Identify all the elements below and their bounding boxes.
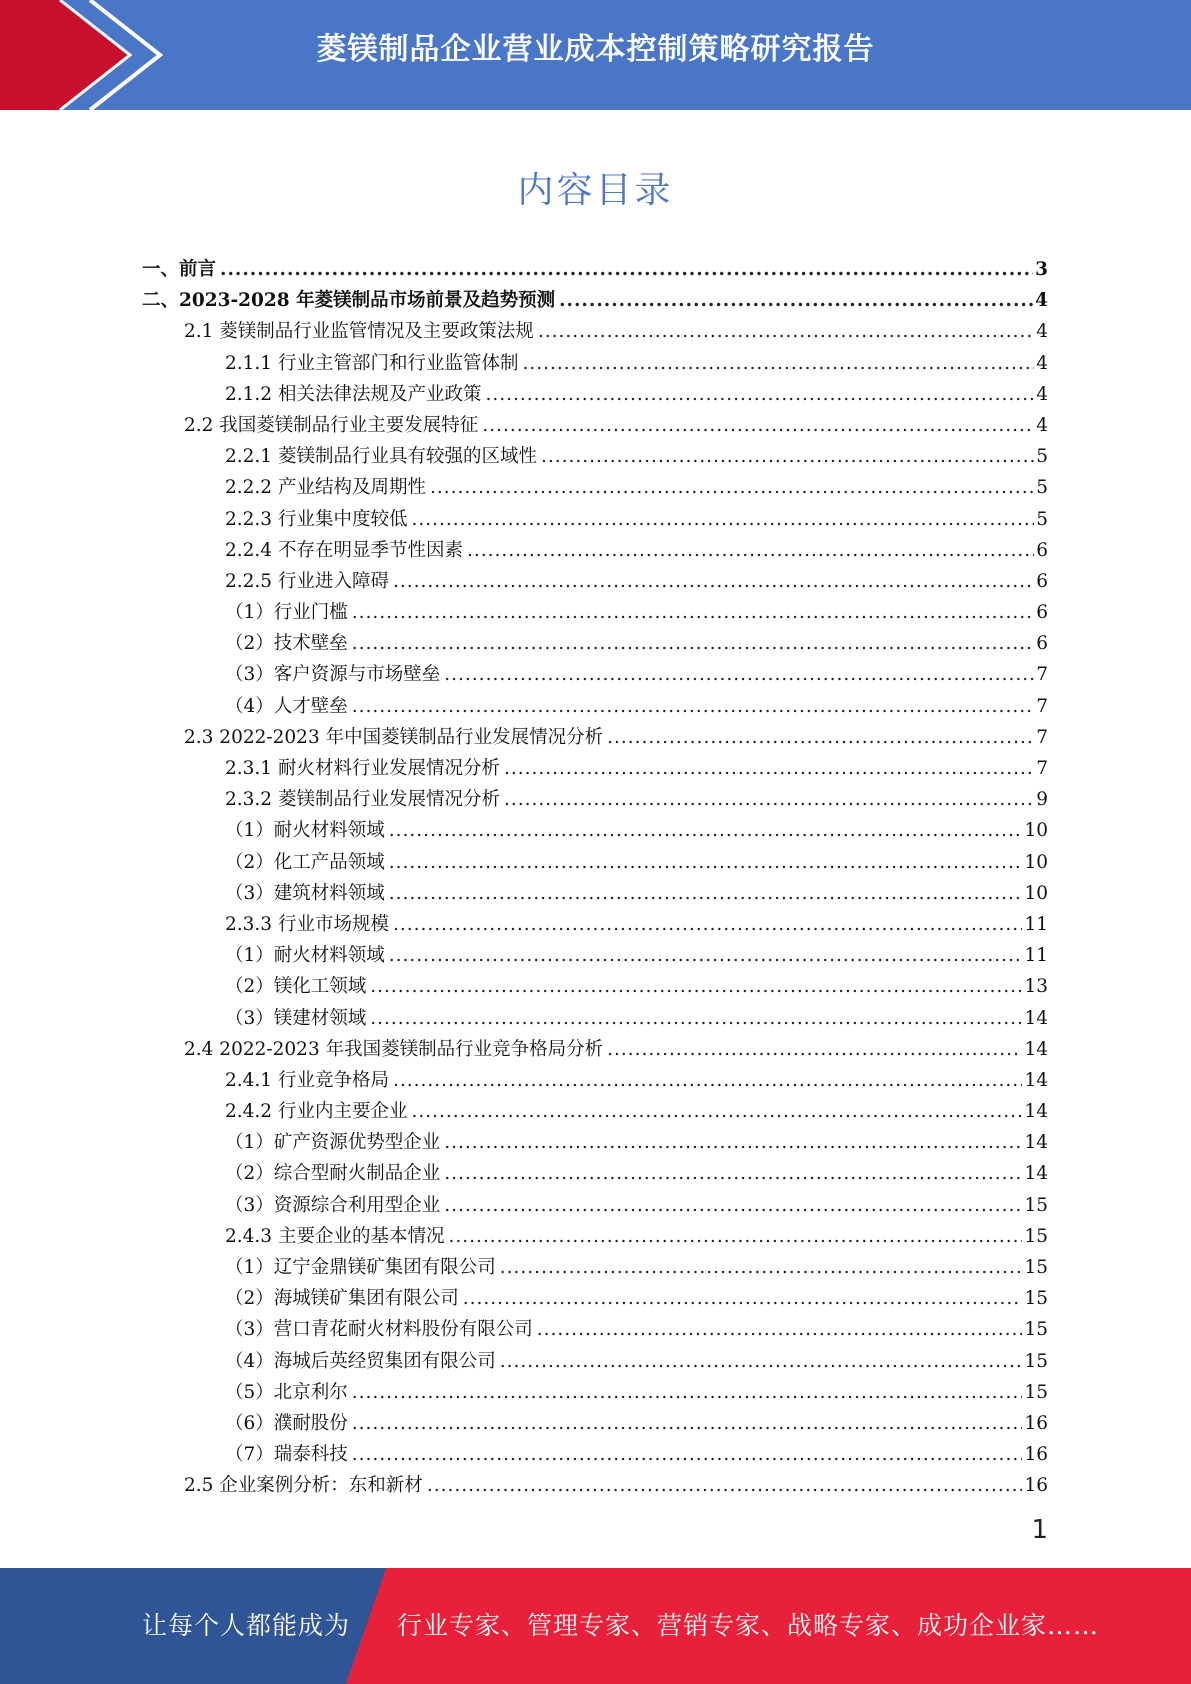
toc-entry-title: （2）综合型耐火制品企业: [225, 1163, 441, 1185]
toc-entry[interactable]: [142, 410, 1048, 441]
toc-leader-dots: [389, 815, 1023, 846]
toc-entry-page: 5: [1036, 477, 1048, 499]
toc-entry-title: （1）矿产资源优势型企业: [225, 1132, 441, 1154]
toc-entry-title: （7）瑞泰科技: [225, 1444, 348, 1466]
toc-entry-title: 2.3 2022-2023 年中国菱镁制品行业发展情况分析: [184, 726, 604, 748]
toc-entry-title: （4）人才壁垒: [225, 695, 348, 717]
toc-entry[interactable]: [142, 597, 1048, 628]
toc-entry-title: （5）北京利尔: [225, 1381, 348, 1403]
toc-leader-dots: [485, 379, 1034, 410]
toc-entry-page: 5: [1036, 508, 1048, 530]
toc-entry[interactable]: [142, 316, 1048, 347]
toc-entry-title: （1）行业门槛: [225, 602, 348, 624]
toc-leader-dots: [444, 1190, 1022, 1221]
toc-leader-dots: [370, 971, 1022, 1002]
toc-leader-dots: [444, 1158, 1022, 1189]
page-header: [0, 0, 1191, 110]
toc-entry[interactable]: [142, 535, 1048, 566]
toc-entry-title: （4）海城后英经贸集团有限公司: [225, 1350, 496, 1372]
toc-leader-dots: [352, 1439, 1023, 1470]
toc-entry-page: 3: [1035, 259, 1048, 280]
toc-entry-title: 2.2.3 行业集中度较低: [225, 508, 408, 530]
toc-entry-page: 16: [1024, 1412, 1048, 1434]
toc-leader-dots: [444, 659, 1034, 690]
toc-entry-title: （2）镁化工领域: [225, 976, 367, 998]
toc-entry-page: 16: [1024, 1475, 1048, 1497]
toc-entry[interactable]: [142, 1127, 1048, 1158]
toc-leader-dots: [352, 691, 1034, 722]
toc-leader-dots: [389, 940, 1023, 971]
toc-entry[interactable]: [142, 504, 1048, 535]
toc-leader-dots: [467, 535, 1034, 566]
report-title: 菱镁制品企业营业成本控制策略研究报告: [316, 32, 875, 67]
toc-leader-dots: [352, 1408, 1023, 1439]
toc-entry[interactable]: [142, 1096, 1048, 1127]
toc-entry-page: 9: [1036, 789, 1048, 811]
toc-leader-dots: [607, 1034, 1022, 1065]
toc-entry-title: 2.2.4 不存在明显季节性因素: [225, 539, 463, 561]
toc-entry-page: 4: [1036, 352, 1048, 374]
toc-entry[interactable]: [142, 1408, 1048, 1439]
toc-entry[interactable]: [142, 784, 1048, 815]
toc-entry-title: （1）辽宁金鼎镁矿集团有限公司: [225, 1257, 496, 1278]
toc-entry[interactable]: [142, 815, 1048, 846]
toc-entry[interactable]: [142, 971, 1048, 1002]
toc-entry-title: 二、2023-2028 年菱镁制品市场前景及趋势预测: [142, 290, 556, 312]
toc-entry-page: 6: [1036, 633, 1048, 655]
toc-leader-dots: [427, 1470, 1023, 1501]
toc-entry[interactable]: [142, 1065, 1048, 1096]
toc-leader-dots: [482, 410, 1034, 441]
toc-leader-dots: [444, 1127, 1022, 1158]
toc-entry[interactable]: [142, 940, 1048, 971]
toc-entry[interactable]: [142, 566, 1048, 597]
toc-entry-page: 10: [1024, 882, 1048, 904]
toc-entry-page: 15: [1024, 1288, 1048, 1310]
toc-entry-title: 2.4 2022-2023 年我国菱镁制品行业竞争格局分析: [184, 1038, 604, 1060]
page-footer: [0, 1568, 1191, 1684]
toc-entry-page: 14: [1024, 1132, 1048, 1154]
toc-entry[interactable]: [142, 441, 1048, 472]
toc-leader-dots: [411, 504, 1034, 535]
toc-entry[interactable]: [142, 1314, 1048, 1345]
toc-entry[interactable]: [142, 1221, 1048, 1252]
toc-entry-page: 14: [1024, 1163, 1048, 1185]
toc-entry-page: 6: [1036, 570, 1048, 592]
toc-entry[interactable]: [142, 1346, 1048, 1377]
toc-entry[interactable]: [142, 847, 1048, 878]
toc-leader-dots: [352, 597, 1034, 628]
toc-leader-dots: [393, 909, 1022, 940]
toc-entry-page: 7: [1036, 726, 1048, 748]
toc-entry-title: （1）耐火材料领域: [225, 945, 385, 967]
toc-entry-page: 5: [1036, 446, 1048, 468]
toc-entry[interactable]: [142, 254, 1048, 285]
toc-entry-page: 14: [1024, 1101, 1048, 1123]
toc-entry[interactable]: [142, 1283, 1048, 1314]
toc-leader-dots: [430, 472, 1034, 503]
toc-heading: 内容目录: [517, 170, 674, 211]
toc-entry-title: 一、前言: [142, 259, 217, 280]
toc-entry-title: （3）客户资源与市场壁垒: [225, 664, 441, 686]
toc-leader-dots: [411, 1096, 1022, 1127]
toc-entry[interactable]: [142, 348, 1048, 379]
toc-leader-dots: [370, 1003, 1022, 1034]
toc-entry[interactable]: [142, 628, 1048, 659]
toc-entry[interactable]: [142, 1470, 1048, 1501]
toc-entry-page: 7: [1036, 695, 1048, 717]
toc-entry-page: 14: [1024, 1038, 1048, 1060]
toc-entry-page: 10: [1024, 851, 1048, 873]
toc-entry[interactable]: [142, 1158, 1048, 1189]
toc-entry[interactable]: [142, 1190, 1048, 1221]
toc-entry-page: 4: [1036, 414, 1048, 436]
toc-entry-title: 2.1 菱镁制品行业监管情况及主要政策法规: [184, 321, 534, 343]
toc-entry[interactable]: [142, 878, 1048, 909]
table-of-contents: [142, 254, 1048, 1502]
toc-entry-page: 6: [1036, 602, 1048, 624]
toc-leader-dots: [393, 566, 1034, 597]
toc-entry[interactable]: [142, 722, 1048, 753]
toc-entry-title: （3）建筑材料领域: [225, 882, 385, 904]
toc-entry-title: 2.1.2 相关法律法规及产业政策: [225, 383, 482, 405]
toc-entry-title: （3）镁建材领域: [225, 1007, 367, 1029]
toc-entry-title: 2.2.2 产业结构及周期性: [225, 477, 426, 499]
toc-entry-page: 13: [1024, 976, 1048, 998]
toc-entry[interactable]: [142, 659, 1048, 690]
toc-entry[interactable]: [142, 691, 1048, 722]
toc-leader-dots: [559, 285, 1033, 316]
toc-entry-page: 7: [1036, 758, 1048, 779]
toc-entry-title: （2）技术壁垒: [225, 633, 348, 655]
toc-entry-page: 4: [1036, 321, 1048, 343]
toc-entry-title: 2.3.1 耐火材料行业发展情况分析: [225, 758, 500, 779]
toc-entry-title: （1）耐火材料领域: [225, 820, 385, 842]
toc-entry-page: 10: [1024, 820, 1048, 842]
toc-entry[interactable]: [142, 472, 1048, 503]
toc-leader-dots: [607, 722, 1034, 753]
toc-entry-title: （3）营口青花耐火材料股份有限公司: [225, 1319, 533, 1341]
toc-entry-page: 15: [1024, 1257, 1048, 1278]
toc-leader-dots: [448, 1221, 1022, 1252]
toc-leader-dots: [352, 1377, 1023, 1408]
toc-entry-title: 2.2.1 菱镁制品行业具有较强的区域性: [225, 446, 537, 468]
toc-entry[interactable]: [142, 379, 1048, 410]
toc-entry-page: 4: [1036, 383, 1048, 405]
toc-leader-dots: [522, 348, 1034, 379]
toc-leader-dots: [504, 784, 1034, 815]
toc-leader-dots: [389, 847, 1023, 878]
toc-entry[interactable]: [142, 1003, 1048, 1034]
toc-entry-title: 2.4.2 行业内主要企业: [225, 1101, 408, 1123]
toc-entry-title: 2.2.5 行业进入障碍: [225, 570, 389, 592]
toc-entry-page: 11: [1024, 945, 1048, 967]
toc-entry-title: （2）海城镁矿集团有限公司: [225, 1288, 459, 1310]
toc-entry-title: 2.5 企业案例分析：东和新材: [184, 1475, 423, 1497]
toc-entry[interactable]: [142, 753, 1048, 784]
toc-leader-dots: [220, 254, 1033, 285]
toc-leader-dots: [541, 441, 1034, 472]
toc-entry[interactable]: [142, 1252, 1048, 1283]
toc-entry-page: 14: [1024, 1069, 1048, 1091]
page-number: 1: [1031, 1515, 1048, 1545]
toc-entry-title: 2.1.1 行业主管部门和行业监管体制: [225, 352, 519, 374]
toc-entry-page: 4: [1035, 290, 1048, 312]
toc-entry[interactable]: [142, 1034, 1048, 1065]
toc-entry-page: 15: [1024, 1194, 1048, 1216]
toc-leader-dots: [389, 878, 1023, 909]
toc-entry-page: 16: [1024, 1444, 1048, 1466]
toc-entry-page: 11: [1024, 913, 1048, 935]
toc-entry-title: 2.3.2 菱镁制品行业发展情况分析: [225, 789, 500, 811]
toc-leader-dots: [537, 1314, 1023, 1345]
toc-entry[interactable]: [142, 1439, 1048, 1470]
toc-entry-page: 15: [1024, 1319, 1048, 1341]
toc-entry-title: 2.3.3 行业市场规模: [225, 913, 389, 935]
toc-leader-dots: [500, 1252, 1023, 1283]
toc-leader-dots: [504, 753, 1034, 784]
toc-leader-dots: [538, 316, 1034, 347]
toc-entry[interactable]: [142, 1377, 1048, 1408]
toc-entry-page: 15: [1024, 1381, 1048, 1403]
toc-entry-title: 2.4.3 主要企业的基本情况: [225, 1225, 445, 1247]
toc-entry-page: 6: [1036, 539, 1048, 561]
toc-entry-page: 15: [1024, 1350, 1048, 1372]
toc-entry-title: （2）化工产品领域: [225, 851, 385, 873]
footer-slogan-left: 让每个人都能成为: [142, 1611, 351, 1640]
toc-entry-title: 2.2 我国菱镁制品行业主要发展特征: [184, 414, 479, 436]
toc-entry-page: 15: [1024, 1225, 1048, 1247]
toc-entry-page: 14: [1024, 1007, 1048, 1029]
toc-leader-dots: [393, 1065, 1022, 1096]
toc-entry[interactable]: [142, 285, 1048, 316]
toc-leader-dots: [500, 1346, 1023, 1377]
toc-leader-dots: [352, 628, 1034, 659]
footer-slogan-right: 行业专家、管理专家、营销专家、战略专家、成功企业家……: [397, 1611, 1100, 1640]
toc-entry-page: 7: [1036, 664, 1048, 686]
toc-leader-dots: [463, 1283, 1023, 1314]
toc-entry-title: （6）濮耐股份: [225, 1412, 348, 1434]
toc-entry-title: 2.4.1 行业竞争格局: [225, 1069, 389, 1091]
toc-entry-title: （3）资源综合利用型企业: [225, 1194, 441, 1216]
toc-entry[interactable]: [142, 909, 1048, 940]
